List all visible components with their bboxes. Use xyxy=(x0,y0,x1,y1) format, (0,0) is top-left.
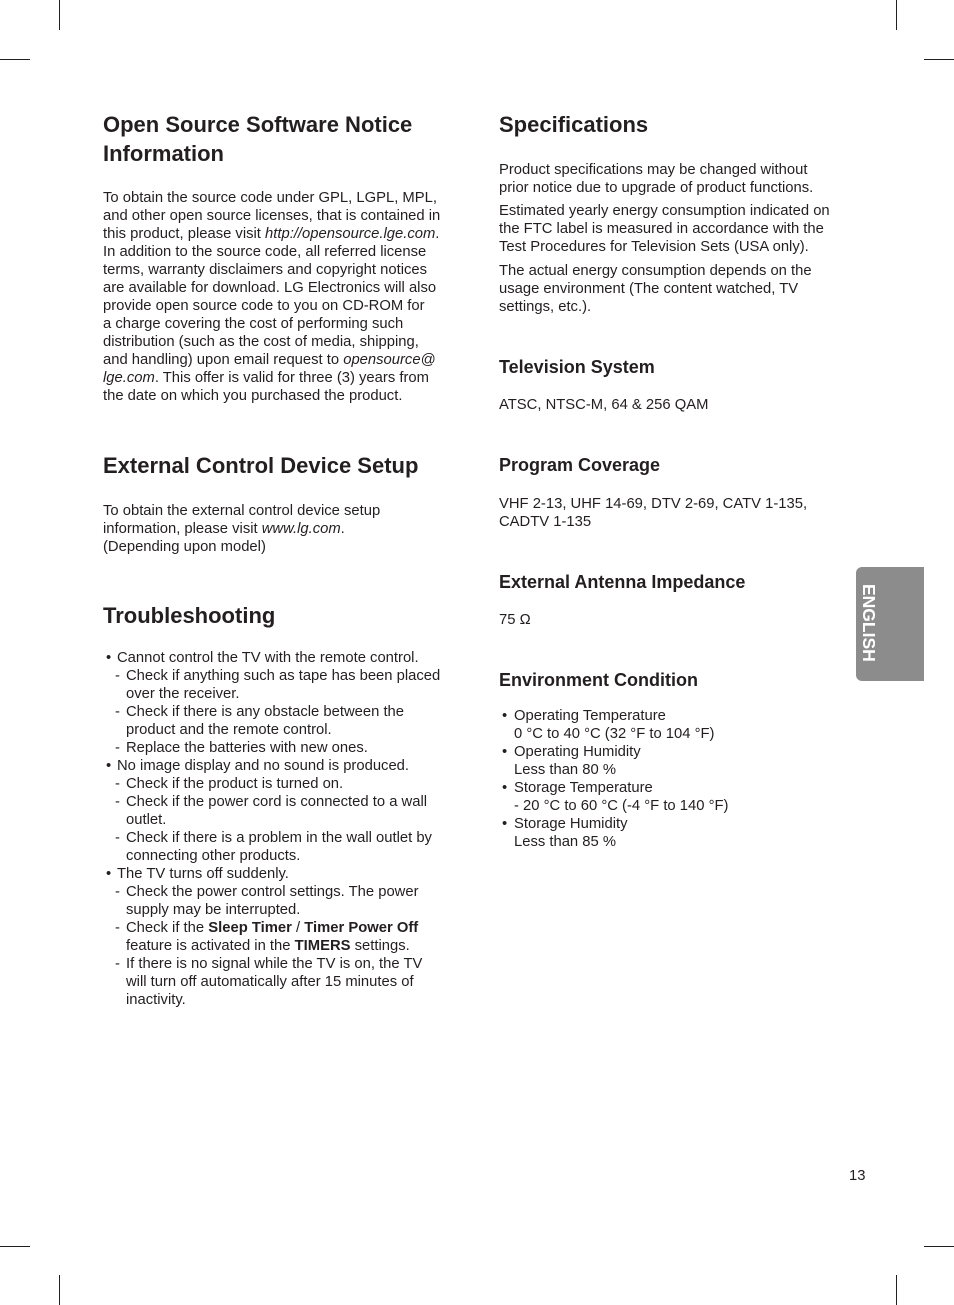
text: CADTV 1-135 xyxy=(499,514,592,530)
text: a charge covering the cost of performing such xyxy=(103,316,404,332)
text: 75 Ω xyxy=(499,612,531,628)
email-link-part[interactable]: opensource@ xyxy=(343,352,436,368)
dash-marker: - xyxy=(115,668,120,684)
text-line xyxy=(103,189,440,207)
bullet-marker: • xyxy=(502,708,508,724)
text: To obtain the source code under GPL, LGPL, MPL, xyxy=(103,190,437,206)
list-item xyxy=(103,955,440,973)
list-item-value xyxy=(499,833,728,851)
text-line xyxy=(103,387,440,405)
text-line xyxy=(103,520,380,538)
bullet-marker: • xyxy=(106,758,112,774)
solution-text: connecting other products. xyxy=(126,848,301,864)
list-item xyxy=(103,793,440,811)
text-line xyxy=(499,238,830,256)
program-coverage-value xyxy=(499,495,807,531)
bullet-marker: • xyxy=(502,780,508,796)
text-line xyxy=(103,538,380,556)
solution-text: product and the remote control. xyxy=(126,722,332,738)
text-line xyxy=(103,333,440,351)
list-item xyxy=(499,815,728,833)
text: To obtain the external control device setup xyxy=(103,503,381,519)
antenna-impedance-heading: External Antenna Impedance xyxy=(499,572,746,592)
condition-label: Storage Humidity xyxy=(514,816,628,832)
list-item-continuation xyxy=(103,937,440,955)
crop-mark-top-left-vertical xyxy=(59,0,60,30)
text: VHF 2-13, UHF 14-69, DTV 2-69, CATV 1-135, xyxy=(499,496,808,512)
sleep-timer-term: Sleep Timer xyxy=(208,920,292,936)
text-line xyxy=(103,351,440,369)
solution-text: inactivity. xyxy=(126,992,186,1008)
list-item-value xyxy=(499,797,728,815)
specifications-heading: Specifications xyxy=(499,112,649,137)
condition-label: Operating Temperature xyxy=(514,708,666,724)
text-line xyxy=(499,179,813,197)
page-number: 13 xyxy=(849,1168,866,1184)
crop-mark-top-right-horizontal xyxy=(924,59,954,60)
condition-value: Less than 80 % xyxy=(514,762,617,778)
troubleshooting-item xyxy=(103,865,440,1009)
troubleshooting-list xyxy=(103,649,440,1009)
list-item xyxy=(103,703,440,721)
crop-mark-top-right-vertical xyxy=(896,0,897,30)
solution-text: outlet. xyxy=(126,812,167,828)
text: ATSC, NTSC-M, 64 & 256 QAM xyxy=(499,397,709,413)
solution-text: settings. xyxy=(350,938,410,954)
problem-text: No image display and no sound is produced. xyxy=(117,758,410,774)
text-line xyxy=(103,207,440,225)
list-item xyxy=(103,865,440,883)
email-link-part[interactable]: lge.com xyxy=(103,370,155,386)
list-item-continuation xyxy=(103,847,440,865)
timer-power-off-term: Timer Power Off xyxy=(304,920,419,936)
list-item-continuation xyxy=(103,685,440,703)
dash-marker: - xyxy=(115,776,120,792)
crop-mark-bottom-right-vertical xyxy=(896,1275,897,1305)
solution-text: will turn off automatically after 15 minutes of xyxy=(126,974,414,990)
text-line xyxy=(499,280,812,298)
list-item xyxy=(103,829,440,847)
text-line xyxy=(103,243,440,261)
antenna-impedance-value xyxy=(499,611,531,629)
dash-marker: - xyxy=(115,920,120,936)
bullet-marker: • xyxy=(106,866,112,882)
text-line xyxy=(103,225,440,243)
lg-website-link[interactable]: www.lg.com xyxy=(261,521,341,537)
text-line xyxy=(103,297,440,315)
text-line xyxy=(499,513,807,531)
text: information, please visit xyxy=(103,521,262,537)
solution-text: Replace the batteries with new ones. xyxy=(126,740,368,756)
list-item xyxy=(103,883,440,901)
text: distribution (such as the cost of media, shipping, xyxy=(103,334,419,350)
television-system-heading: Television System xyxy=(499,357,655,377)
solution-text: feature is activated in the xyxy=(126,938,295,954)
external-control-heading: External Control Device Setup xyxy=(103,453,419,478)
text: . This offer is valid for three (3) years from xyxy=(154,370,429,386)
text: Estimated yearly energy consumption indicated on xyxy=(499,203,830,219)
text: The actual energy consumption depends on the xyxy=(499,263,812,279)
condition-label: Operating Humidity xyxy=(514,744,641,760)
problem-text: Cannot control the TV with the remote control. xyxy=(117,650,419,666)
dash-marker: - xyxy=(115,830,120,846)
text-line xyxy=(103,315,440,333)
list-item-value xyxy=(499,725,728,743)
list-item xyxy=(499,707,728,725)
text: terms, warranty disclaimers and copyright notices xyxy=(103,262,428,278)
text: . xyxy=(340,521,345,537)
solution-text: Check if the xyxy=(126,920,209,936)
text: and other open source licenses, that is contained in xyxy=(103,208,441,224)
solution-text: Check if the product is turned on. xyxy=(126,776,344,792)
list-item xyxy=(103,757,440,775)
condition-value: - 20 °C to 60 °C (-4 °F to 140 °F) xyxy=(514,798,729,814)
text-line xyxy=(499,262,812,280)
opensource-url-link[interactable]: http://opensource.lge.com xyxy=(265,226,436,242)
list-item xyxy=(103,739,440,757)
condition-value: 0 °C to 40 °C (32 °F to 104 °F) xyxy=(514,726,715,742)
dash-marker: - xyxy=(115,704,120,720)
list-item xyxy=(103,775,440,793)
list-item-continuation xyxy=(103,991,440,1009)
bullet-marker: • xyxy=(502,816,508,832)
troubleshooting-item xyxy=(103,757,440,865)
heading-line: Open Source Software Notice xyxy=(103,112,413,137)
text-line xyxy=(499,202,830,220)
solution-text: Check if the power cord is connected to a wall xyxy=(126,794,428,810)
list-item-continuation xyxy=(103,901,440,919)
open-source-paragraph xyxy=(103,189,440,405)
text: (Depending upon model) xyxy=(103,539,266,555)
external-control-paragraph xyxy=(103,502,380,556)
text: provide open source code to you on CD-ROM for xyxy=(103,298,425,314)
condition-label: Storage Temperature xyxy=(514,780,653,796)
solution-text: Check if there is any obstacle between the xyxy=(126,704,405,720)
text: and handling) upon email request to xyxy=(103,352,344,368)
text: Test Procedures for Television Sets (USA only). xyxy=(499,239,809,255)
list-item xyxy=(103,667,440,685)
bullet-marker: • xyxy=(502,744,508,760)
open-source-heading xyxy=(103,110,412,168)
text-line xyxy=(103,261,440,279)
solution-text: Check the power control settings. The power xyxy=(126,884,419,900)
heading-line: Information xyxy=(103,141,224,166)
dash-marker: - xyxy=(115,740,120,756)
troubleshooting-item xyxy=(103,649,440,757)
text: Product specifications may be changed without xyxy=(499,162,808,178)
specifications-paragraph xyxy=(499,161,813,197)
text: prior notice due to upgrade of product functions. xyxy=(499,180,814,196)
list-item xyxy=(499,743,728,761)
list-item xyxy=(499,779,728,797)
dash-marker: - xyxy=(115,884,120,900)
list-item-continuation xyxy=(103,973,440,991)
list-item-value xyxy=(499,761,728,779)
list-item xyxy=(103,919,440,937)
solution-text: Check if there is a problem in the wall outlet by xyxy=(126,830,432,846)
problem-text: The TV turns off suddenly. xyxy=(117,866,289,882)
text-line xyxy=(499,298,812,316)
program-coverage-heading: Program Coverage xyxy=(499,455,661,475)
solution-text: supply may be interrupted. xyxy=(126,902,301,918)
crop-mark-bottom-left-horizontal xyxy=(0,1246,30,1247)
text: the date on which you purchased the product. xyxy=(103,388,403,404)
solution-text: If there is no signal while the TV is on, the TV xyxy=(126,956,423,972)
text-line xyxy=(103,369,440,387)
text: are available for download. LG Electronics will also xyxy=(103,280,437,296)
solution-text: over the receiver. xyxy=(126,686,240,702)
environment-list xyxy=(499,707,728,851)
crop-mark-top-left-horizontal xyxy=(0,59,30,60)
timers-term: TIMERS xyxy=(294,938,351,954)
text: this product, please visit xyxy=(103,226,266,242)
television-system-value xyxy=(499,396,708,414)
dash-marker: - xyxy=(115,956,120,972)
text-line xyxy=(499,495,807,513)
text-line xyxy=(499,220,830,238)
text: In addition to the source code, all referred license xyxy=(103,244,427,260)
text: settings, etc.). xyxy=(499,299,592,315)
solution-text: Check if anything such as tape has been placed xyxy=(126,668,441,684)
text-line xyxy=(103,279,440,297)
text-line xyxy=(499,611,531,629)
dash-marker: - xyxy=(115,794,120,810)
list-item-continuation xyxy=(103,811,440,829)
solution-text: / xyxy=(291,920,305,936)
environment-heading: Environment Condition xyxy=(499,670,698,690)
specifications-paragraph xyxy=(499,262,812,316)
crop-mark-bottom-left-vertical xyxy=(59,1275,60,1305)
text-line xyxy=(499,161,813,179)
text: the FTC label is measured in accordance with the xyxy=(499,221,824,237)
crop-mark-bottom-right-horizontal xyxy=(924,1246,954,1247)
text-line xyxy=(103,502,380,520)
specifications-paragraph xyxy=(499,202,830,256)
condition-value: Less than 85 % xyxy=(514,834,617,850)
bullet-marker: • xyxy=(106,650,112,666)
language-tab-label: ENGLISH xyxy=(859,584,879,662)
text: usage environment (The content watched, TV xyxy=(499,281,799,297)
list-item-continuation xyxy=(103,721,440,739)
text-line xyxy=(499,396,708,414)
troubleshooting-heading: Troubleshooting xyxy=(103,603,276,628)
language-tab xyxy=(856,567,924,681)
list-item xyxy=(103,649,440,667)
text: . xyxy=(435,226,440,242)
